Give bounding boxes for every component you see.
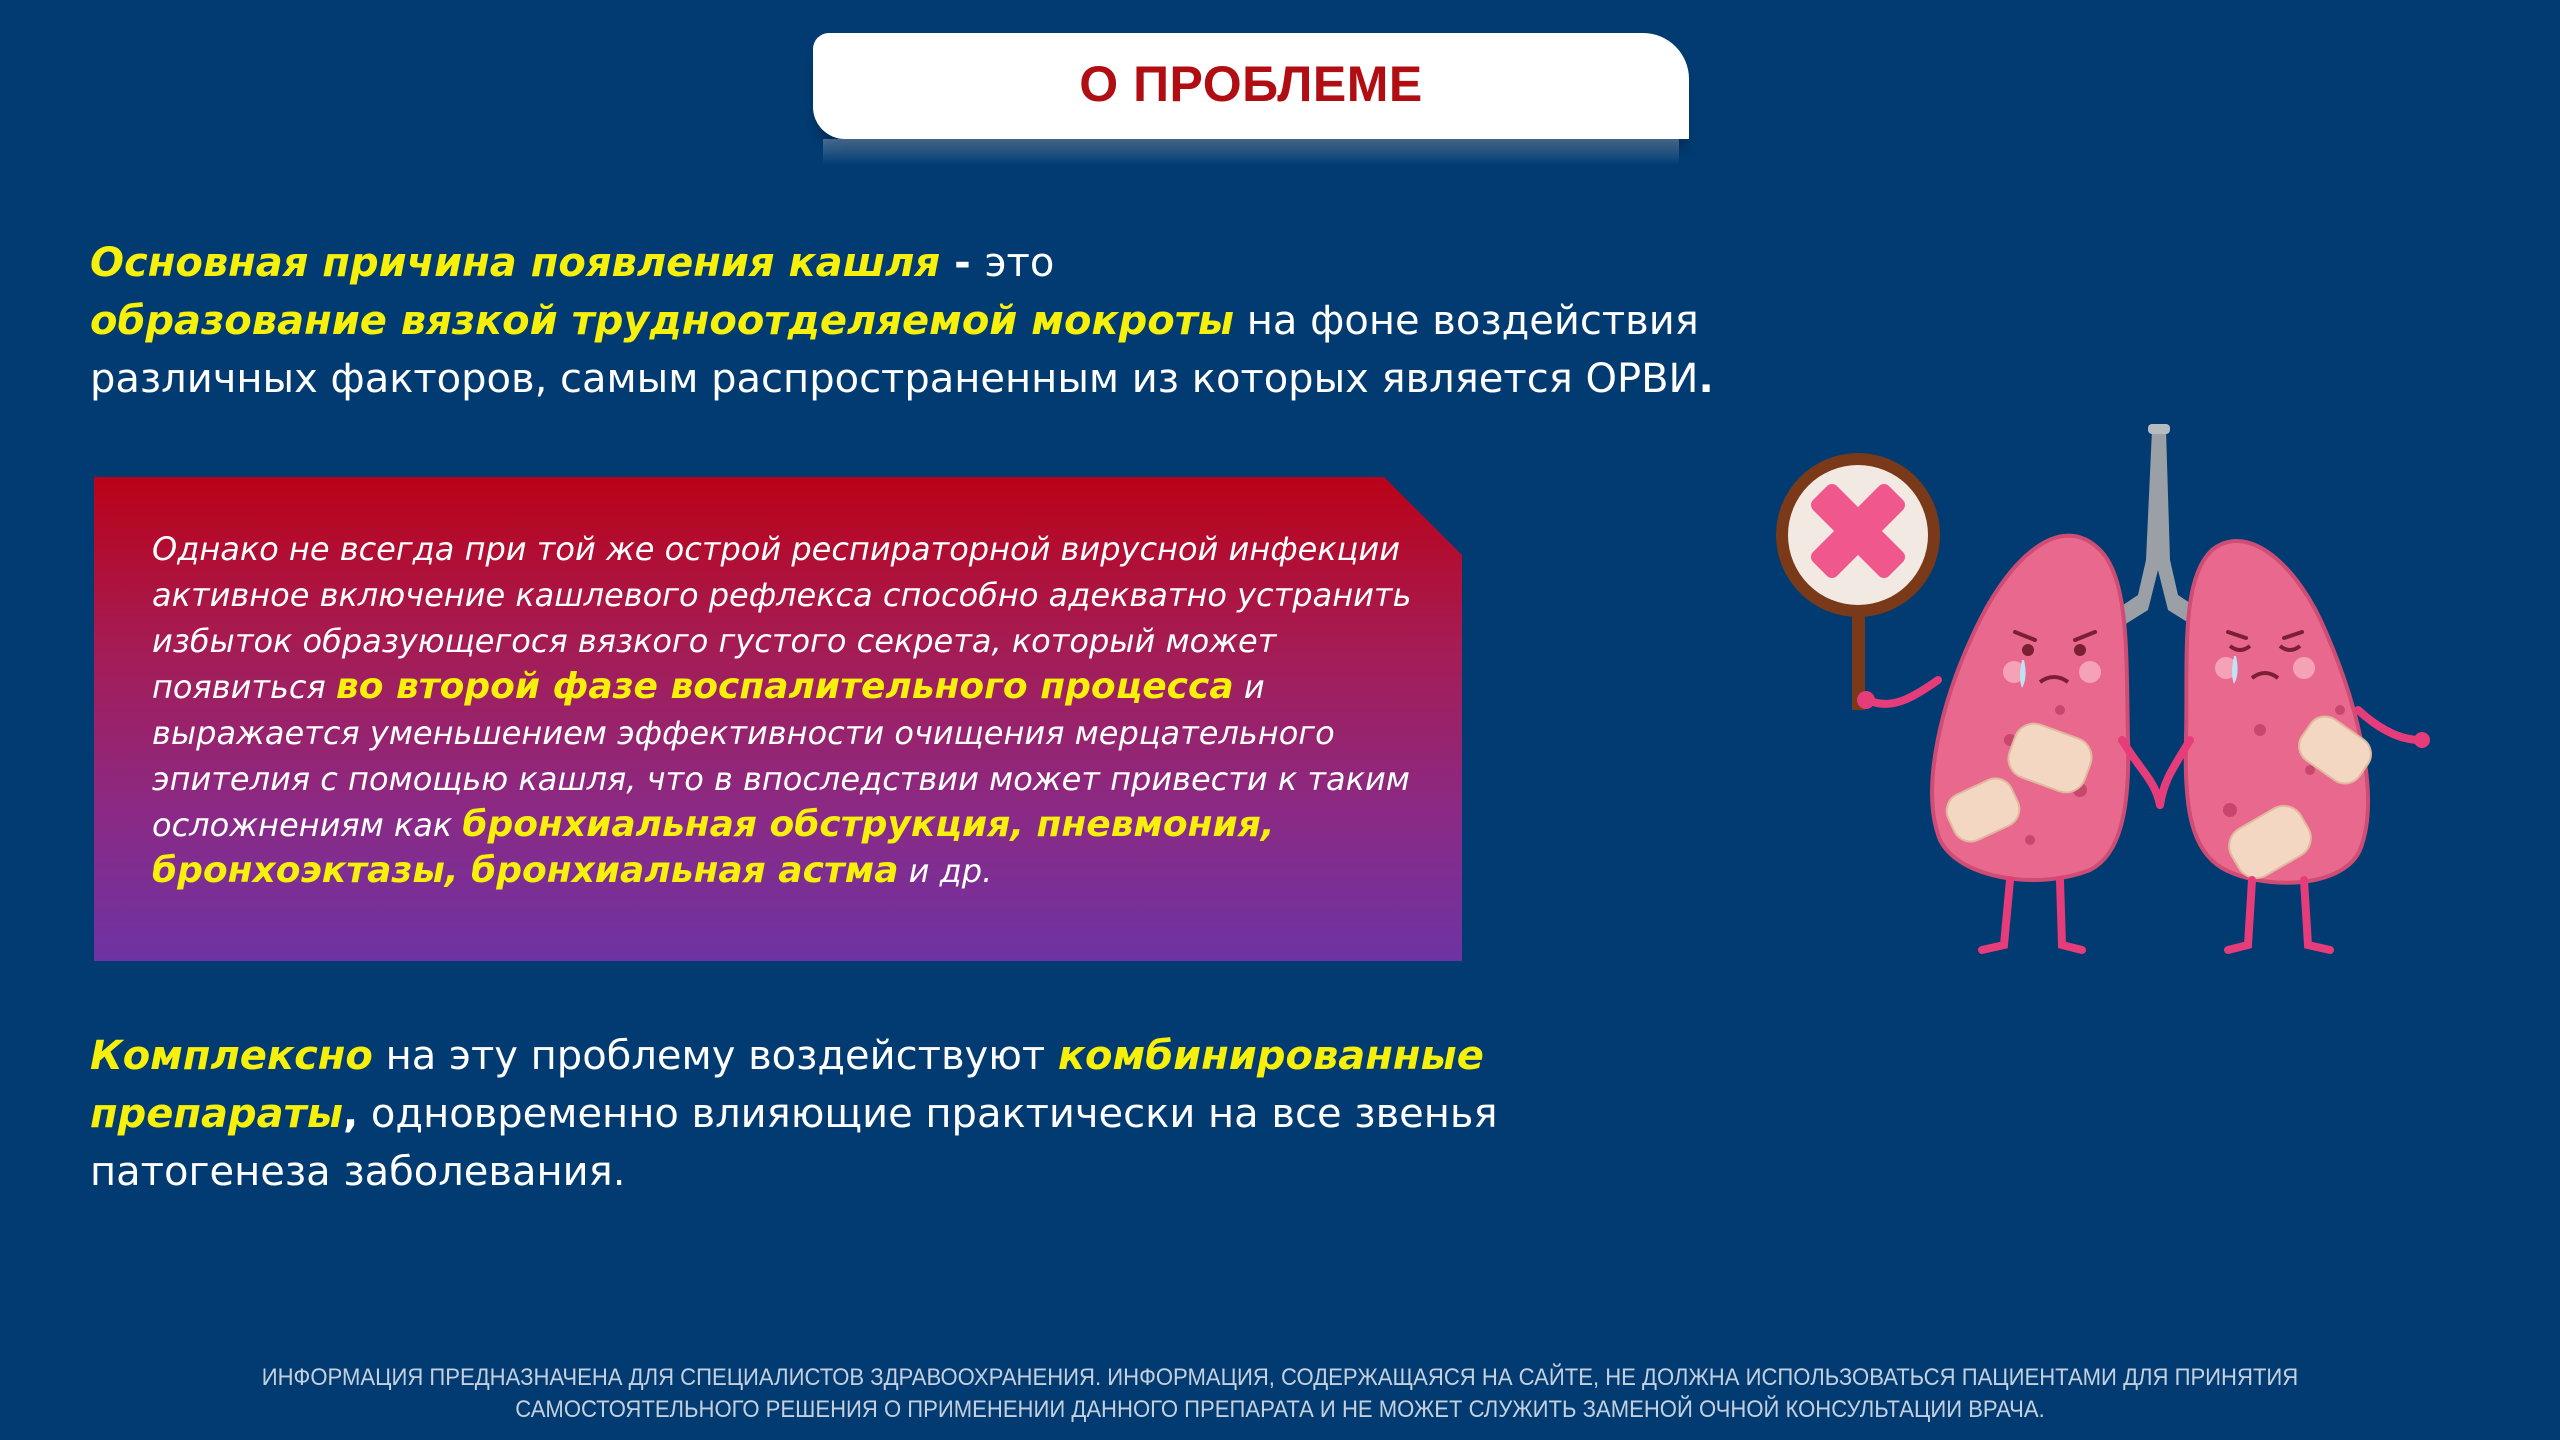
intro-text-eto: это: [984, 240, 1055, 286]
bottom-paragraph: [90, 1027, 1730, 1201]
sick-lungs-illustration: [1760, 410, 2460, 980]
intro-period: .: [1698, 356, 1714, 402]
info-highlight-phase: во второй фазе воспалительного процесса: [335, 666, 1234, 707]
info-text-part3: и др.: [898, 852, 993, 890]
cross-sign-icon: [1776, 453, 1940, 617]
intro-paragraph: [90, 234, 1730, 408]
bottom-highlight-complex: Комплексно: [90, 1033, 373, 1079]
info-text-part1: Однако не всегда при той же острой респираторной вирусной инфекции активное включение кашлевого рефлекса способно адекватно устранить избыток образующегося вязкого густого секрета, который может появиться: [152, 530, 1412, 706]
info-highlight-complications: бронхиальная обструкция, пневмония, бронхоэктазы, бронхиальная астма: [152, 804, 1275, 891]
bottom-highlight-drugs: комбинированные препараты: [90, 1033, 1484, 1137]
intro-dash: -: [940, 240, 985, 286]
bottom-comma: ,: [343, 1091, 359, 1137]
bottom-text-part1: на эту проблему воздействуют: [372, 1033, 1058, 1079]
footer-disclaimer: ИНФОРМАЦИЯ ПРЕДНАЗНАЧЕНА ДЛЯ СПЕЦИАЛИСТОВ ЗДРАВООХРАНЕНИЯ. ИНФОРМАЦИЯ, СОДЕРЖАЩАЯСЯ НА САЙТЕ, НЕ ДОЛЖНА ИСПОЛЬЗОВАТЬСЯ ПАЦИЕНТАМИ ДЛЯ ПРИНЯТИЯ САМОСТОЯТЕЛЬНОГО РЕШЕНИЯ О ПРИМЕНЕНИИ ДАННОГО ПРЕПАРАТА И НЕ МОЖЕТ СЛУЖИТЬ ЗАМЕНОЙ ОЧНОЙ КОНСУЛЬТАЦИИ ВРАЧА.: [261, 1364, 2299, 1423]
intro-text-factors: на фоне воздействия различных факторов, самым распространенным из которых является ОРВИ: [90, 298, 1699, 402]
page-title: О ПРОБЛЕМЕ: [1079, 56, 1423, 112]
intro-highlight-main-cause: Основная причина появления кашля: [90, 240, 941, 286]
intro-highlight-sputum: образование вязкой трудноотделяемой мокроты: [90, 298, 1235, 344]
bottom-text-part2: одновременно влияющие практически на все звенья патогенеза заболевания.: [90, 1091, 1498, 1195]
info-text-part2: и выражается уменьшением эффективности очищения мерцательного эпителия с помощью кашля, что в впоследствии может привести к таким осложнениям как: [152, 668, 1410, 844]
info-box-text: [152, 526, 1432, 894]
title-tab: [813, 33, 1689, 139]
